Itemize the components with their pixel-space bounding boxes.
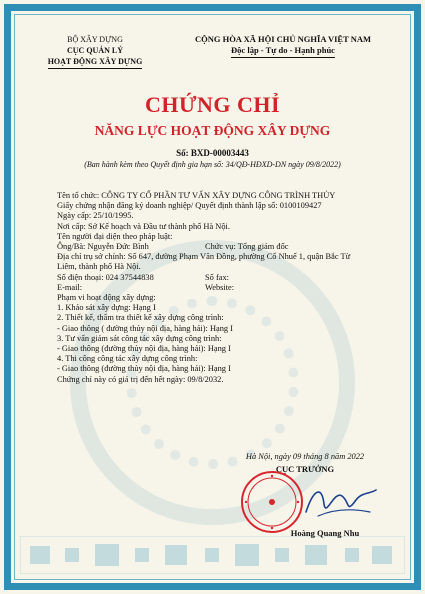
scope-label: Phạm vi hoạt động xây dựng: — [57, 293, 156, 303]
issued-note: (Ban hành kèm theo Quyết định gia hạn số: 34/QĐ-HĐXD-DN ngày 09/8/2022) — [84, 160, 341, 169]
scope-item-4: 4. Thi công công tác xây dựng công trình: — [57, 354, 198, 364]
certificate-subtitle: NĂNG LỰC HOẠT ĐỘNG XÂY DỰNG — [94, 123, 331, 138]
department-name-1: CỤC QUẢN LÝ — [67, 46, 123, 55]
scope-item-2: 2. Thiết kế, thẩm tra thiết kế xây dựng công trình: — [57, 313, 224, 323]
signer-name: Hoàng Quang Nhu — [290, 528, 360, 538]
address-line-2: Liêm, thành phố Hà Nội. — [57, 262, 141, 272]
fax-number: Số fax: — [205, 272, 229, 282]
national-header — [168, 34, 398, 58]
scope-item-4a: - Giao thông (đường thủy nội địa, hàng hải): Hạng I — [57, 364, 231, 374]
scope-item-3: 3. Tư vấn giám sát công tác xây dựng công trình: — [57, 333, 222, 343]
issue-date: Ngày cấp: 25/10/1995. — [57, 211, 134, 221]
certificate-number: Số: BXD-00003443 — [176, 148, 249, 158]
org-name: Tên tổ chức: CÔNG TY CỔ PHẦN TƯ VẤN XÂY DỰNG CÔNG TRÌNH THỦY — [57, 191, 336, 200]
scope-item-3a: - Giao thông (đường thủy nội địa, hàng hải): Hạng I — [57, 344, 231, 354]
signing-date: Hà Nội, ngày 09 tháng 8 năm 2022 — [245, 452, 365, 461]
country-name: CỘNG HÒA XÃ HỘI CHỦ NGHĨA VIỆT NAM — [194, 34, 372, 44]
issuer-header — [40, 34, 150, 69]
certificate-title: CHỨNG CHỈ — [144, 92, 281, 117]
address-line-1: Địa chỉ trụ sở chính: Số 647, đường Phạm Văn Đồng, phường Cổ Nhuế 1, quận Bắc Từ — [57, 252, 351, 262]
signer-title: CỤC TRƯỞNG — [275, 464, 335, 474]
license-number: Giấy chứng nhận đăng ký doanh nghiệp/ Quyết định thành lập số: 0100109427 — [57, 201, 322, 211]
email-address: E-mail: — [57, 282, 83, 292]
department-name-2: HOẠT ĐỘNG XÂY DỰNG — [48, 56, 143, 69]
decorative-band — [20, 536, 405, 574]
website: Website: — [205, 282, 235, 292]
phone-number: Số điện thoại: 024 37544838 — [57, 272, 154, 282]
issue-place: Nơi cấp: Sở Kế hoạch và Đầu tư thành phố Hà Nội. — [57, 221, 230, 231]
representative-name: Ông/Bà: Nguyễn Đức Bình — [57, 242, 149, 252]
ministry-name: BỘ XÂY DỰNG — [67, 35, 123, 44]
representative-label: Tên người đại diện theo pháp luật: — [57, 231, 173, 241]
scope-item-1: 1. Khảo sát xây dựng: Hạng I — [57, 303, 156, 313]
handwritten-signature — [300, 478, 380, 526]
national-motto: Độc lập - Tự do - Hạnh phúc — [231, 45, 335, 58]
representative-position: Chức vụ: Tổng giám đốc — [205, 242, 289, 252]
validity-date: Chứng chỉ này có giá trị đến hết ngày: 09/8/2032. — [57, 374, 224, 384]
scope-item-2a: - Giao thông ( đường thủy nội địa, hàng hải): Hạng I — [57, 323, 233, 333]
official-seal — [240, 470, 304, 534]
certificate-body — [57, 191, 387, 385]
